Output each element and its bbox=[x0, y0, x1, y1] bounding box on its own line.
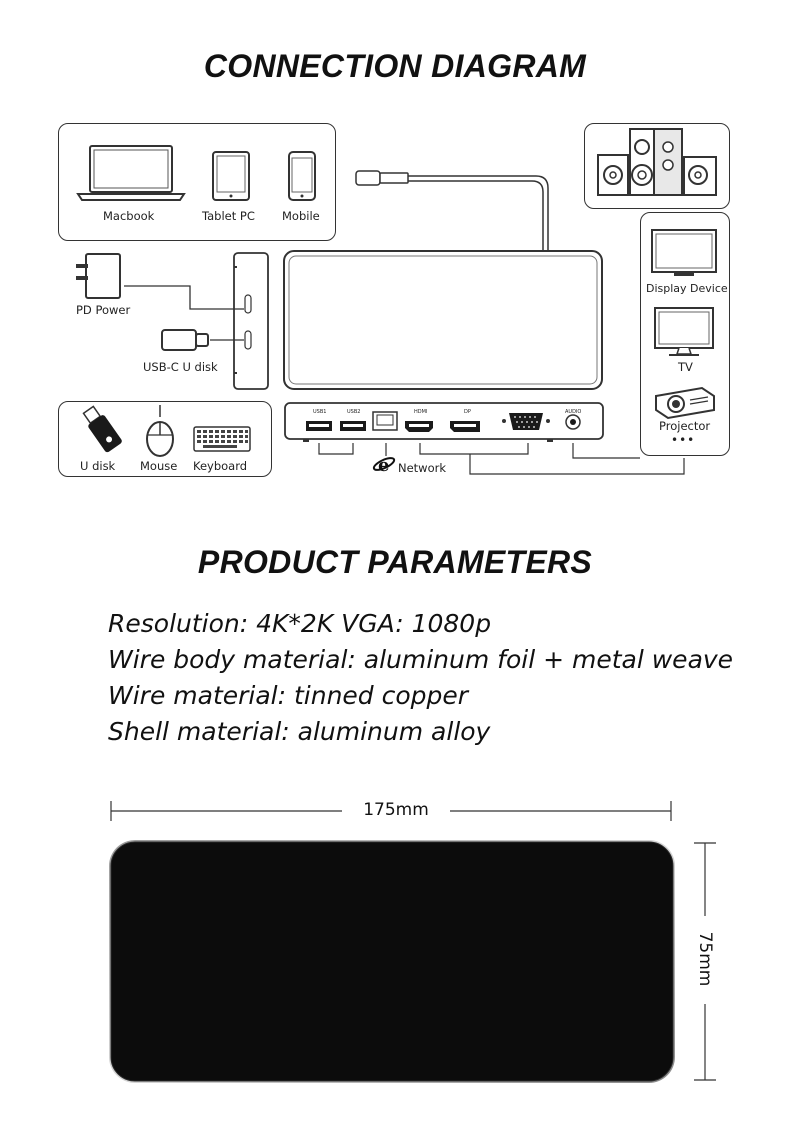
connection-diagram-title: CONNECTION DIAGRAM bbox=[203, 48, 587, 84]
display-device-label: Display Device bbox=[646, 282, 728, 295]
param-resolution: Resolution: 4K*2K VGA: 1080p bbox=[108, 609, 492, 638]
param-wire-material: Wire material: tinned copper bbox=[108, 681, 469, 710]
macbook-label: Macbook bbox=[103, 209, 155, 223]
more-devices-indicator: ••• bbox=[671, 433, 696, 447]
tv-label: TV bbox=[678, 360, 693, 374]
projector-label: Projector bbox=[659, 419, 711, 433]
port-usb2-label: USB2 bbox=[347, 409, 361, 415]
port-dp-label: DP bbox=[464, 409, 471, 415]
u-disk-label: U disk bbox=[80, 459, 116, 473]
width-dimension-label: 175mm bbox=[363, 800, 429, 820]
product-parameters-title: PRODUCT PARAMETERS bbox=[197, 544, 593, 580]
port-audio-label: AUDIO bbox=[565, 409, 582, 415]
mouse-label: Mouse bbox=[140, 459, 178, 473]
keyboard-label: Keyboard bbox=[193, 459, 248, 473]
pd-power-label: PD Power bbox=[76, 303, 131, 317]
network-label: Network bbox=[398, 461, 447, 475]
usb-c-disk-label: USB-C U disk bbox=[143, 360, 218, 374]
svg-text:e: e bbox=[378, 455, 390, 476]
param-shell-material: Shell material: aluminum alloy bbox=[108, 717, 491, 746]
tablet-label: Tablet PC bbox=[202, 209, 255, 223]
param-wire-body: Wire body material: aluminum foil + metal weave bbox=[108, 645, 734, 674]
height-dimension-label: 75mm bbox=[695, 931, 715, 987]
product-top-photo bbox=[108, 839, 676, 1085]
port-hdmi-label: HDMI bbox=[414, 409, 428, 415]
mobile-label: Mobile bbox=[282, 209, 320, 223]
port-usb1-label: USB1 bbox=[313, 409, 327, 415]
